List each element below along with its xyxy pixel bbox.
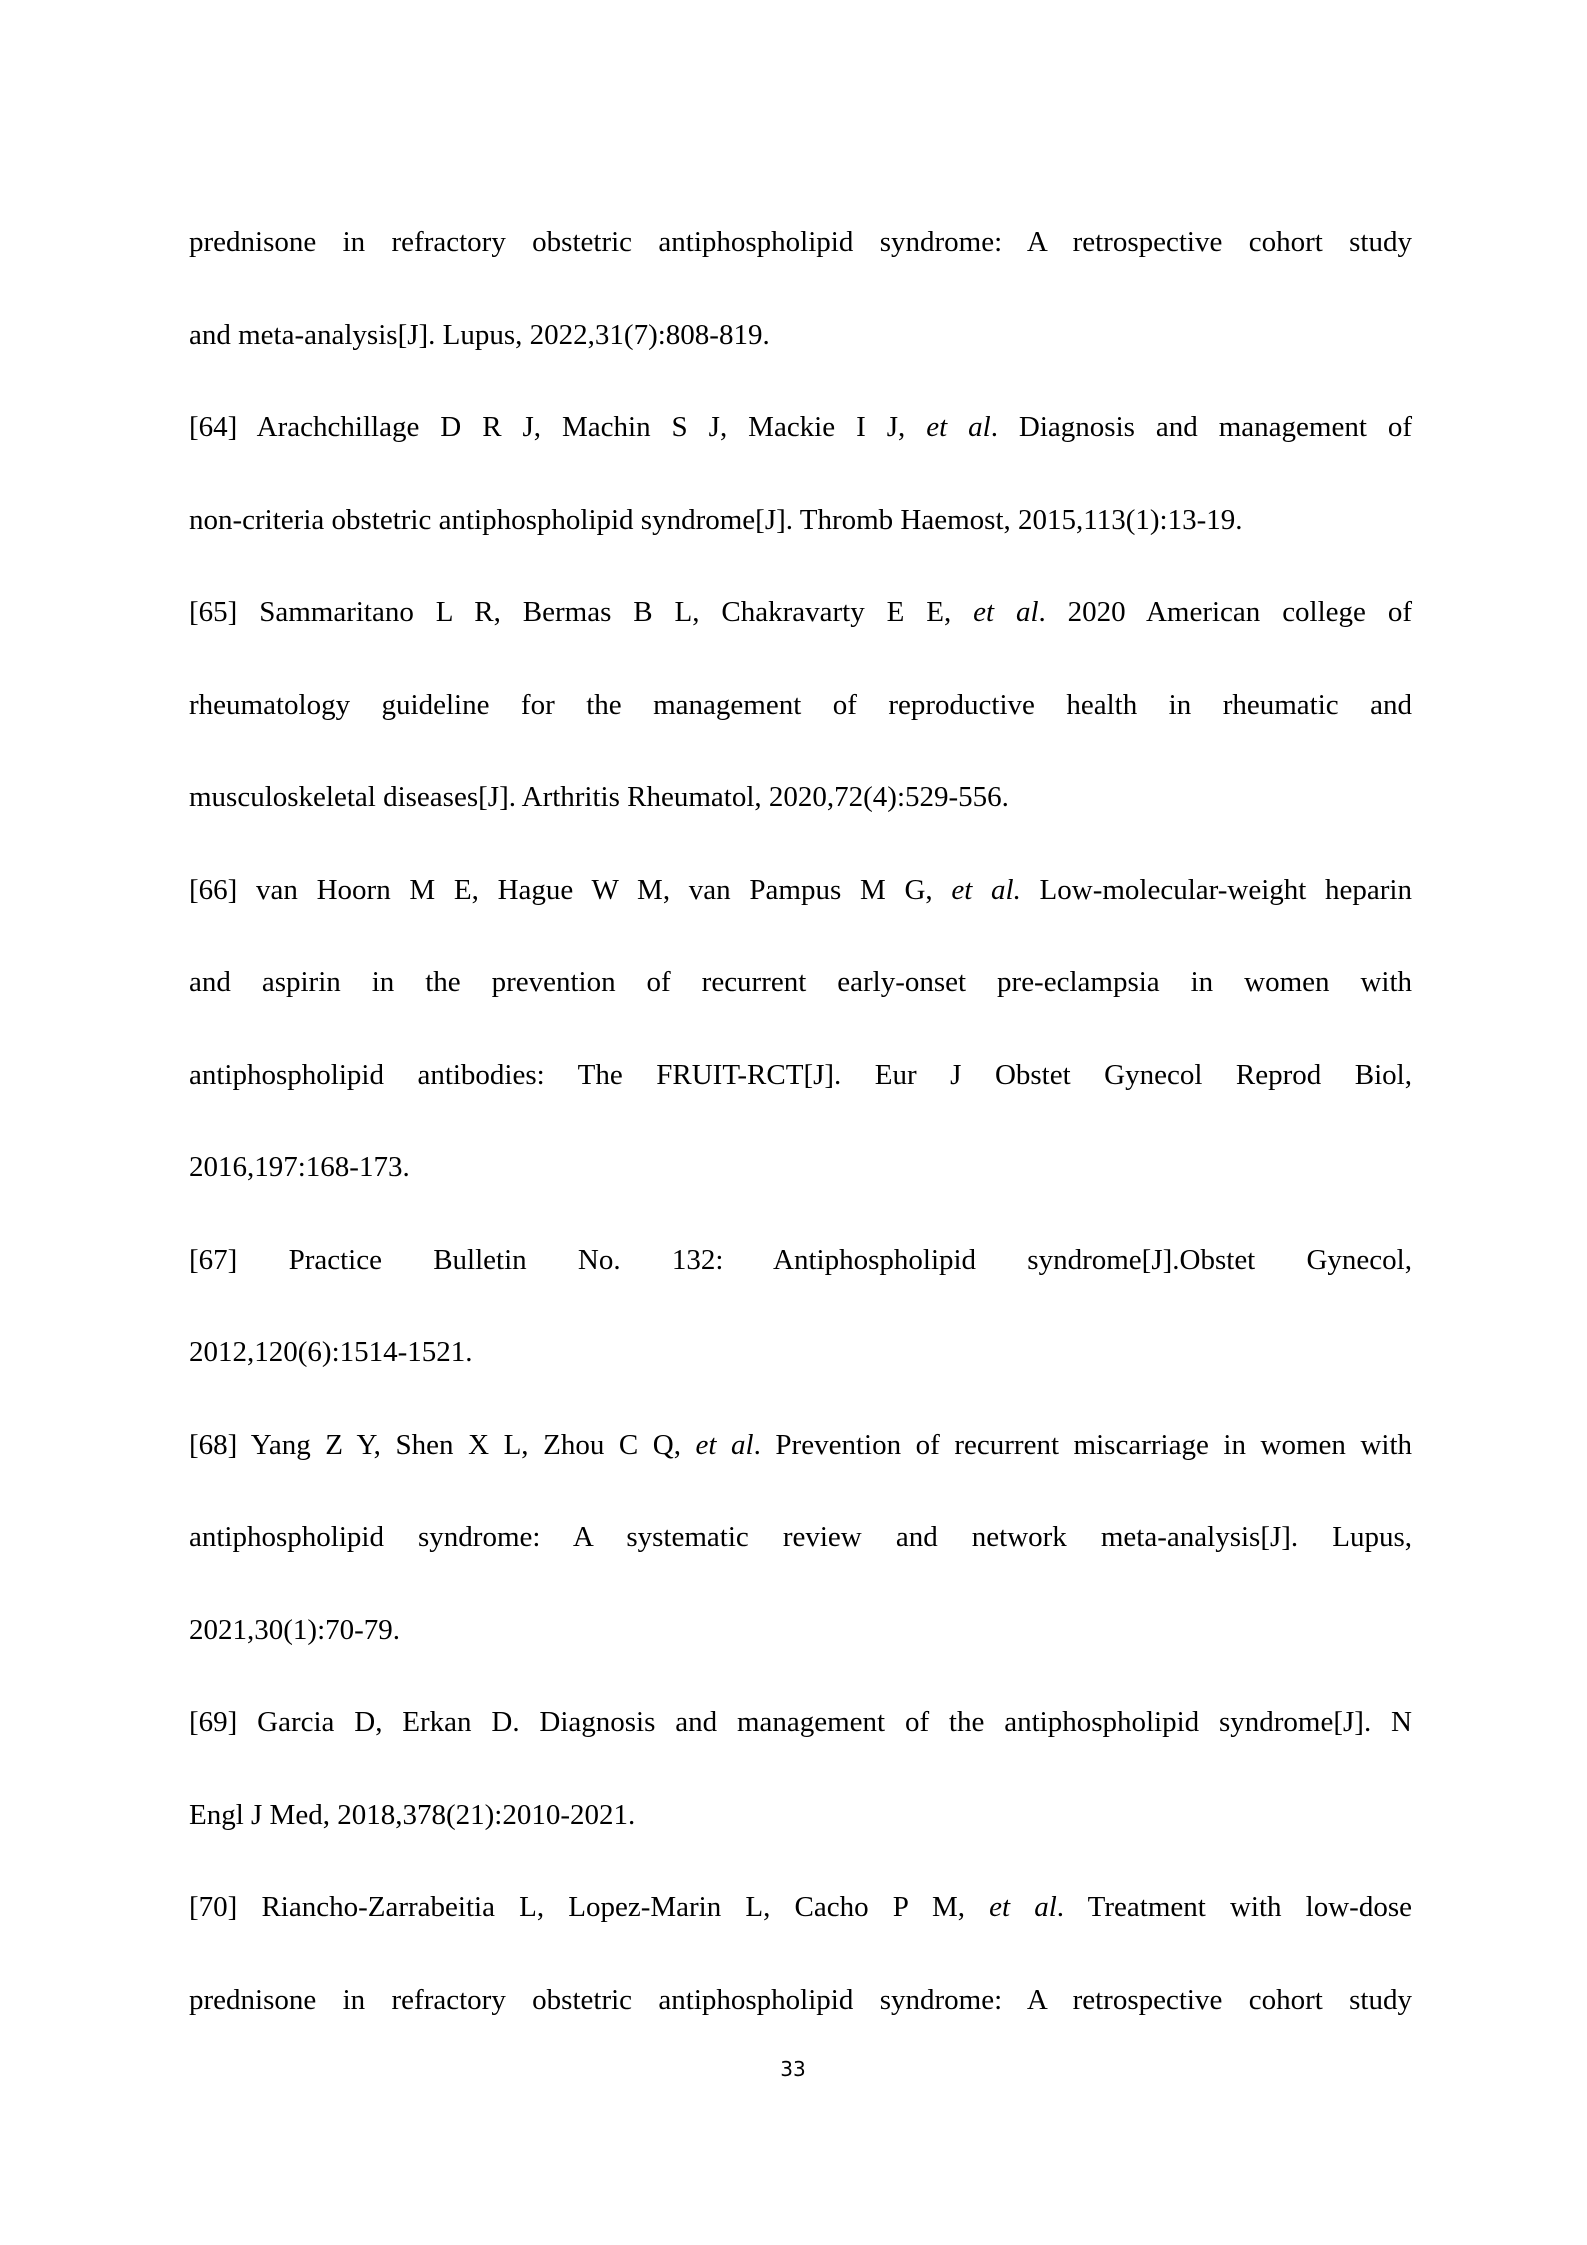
italic-text: et al. (951, 873, 1021, 906)
italic-text: et al (973, 596, 1039, 628)
reference-text: . Diagnosis and management of (990, 411, 1412, 443)
reference-entry (189, 1889, 1412, 2074)
reference-text: 2021,30(1):70-79. (189, 1613, 401, 1646)
reference-line (189, 1334, 1412, 1427)
reference-line (189, 1797, 1412, 1890)
reference-line (189, 1519, 1412, 1612)
reference-text: 2012,120(6):1514-1521. (189, 1336, 473, 1368)
reference-text: and aspirin in the prevention of recurrent early-onset pre-eclampsia in women with (189, 966, 1412, 998)
reference-text: [68] Yang Z Y, Shen X L, Zhou C Q, (189, 1428, 696, 1461)
reference-text: and meta-analysis[J]. Lupus, 2022,31(7):808-819. (189, 318, 770, 351)
italic-text: et al (926, 411, 991, 443)
reference-line (189, 1149, 1412, 1242)
page-number: 33 (780, 2057, 806, 2081)
reference-line (189, 964, 1412, 1057)
reference-text: [65] Sammaritano L R, Bermas B L, Chakravarty E E, (189, 596, 974, 628)
reference-entry (189, 1242, 1412, 1427)
reference-text: Low-molecular-weight heparin (1020, 873, 1412, 906)
reference-text: [70] Riancho-Zarrabeitia L, Lopez-Marin L, Cacho P M, (189, 1891, 990, 1923)
reference-text: [67] Practice Bulletin No. 132: Antiphospholipid syndrome[J].Obstet Gynecol, (189, 1243, 1412, 1276)
reference-line (189, 502, 1412, 595)
italic-text: et al (989, 1891, 1057, 1923)
reference-text: antiphospholipid antibodies: The FRUIT-RCT[J]. Eur J Obstet Gynecol Reprod Biol, (189, 1058, 1412, 1091)
reference-text: antiphospholipid syndrome: A systematic review and network meta-analysis[J]. Lupus, (189, 1521, 1412, 1553)
reference-text: . Prevention of recurrent miscarriage in women with (753, 1428, 1412, 1461)
reference-text: prednisone in refractory obstetric antiphospholipid syndrome: A retrospective cohort study (189, 1983, 1412, 2016)
reference-text: . 2020 American college of (1038, 596, 1412, 628)
reference-entry (189, 224, 1412, 409)
reference-entry (189, 1704, 1412, 1889)
reference-line (189, 872, 1412, 965)
reference-text: 2016,197:168-173. (189, 1151, 410, 1183)
reference-line (189, 1057, 1412, 1150)
reference-line (189, 1427, 1412, 1520)
reference-line (189, 224, 1412, 317)
reference-text: Engl J Med, 2018,378(21):2010-2021. (189, 1798, 636, 1831)
reference-text: rheumatology guideline for the management of reproductive health in rheumatic and (189, 688, 1412, 721)
reference-line (189, 1889, 1412, 1982)
reference-text: [69] Garcia D, Erkan D. Diagnosis and management of the antiphospholipid syndrome[J]. N (189, 1706, 1412, 1738)
reference-text: . Treatment with low-dose (1056, 1891, 1412, 1923)
reference-line (189, 1704, 1412, 1797)
reference-text: [64] Arachchillage D R J, Machin S J, Mackie I J, (189, 411, 927, 443)
reference-line (189, 1612, 1412, 1705)
reference-text: prednisone in refractory obstetric antiphospholipid syndrome: A retrospective cohort study (189, 226, 1412, 258)
reference-line (189, 779, 1412, 872)
reference-line (189, 594, 1412, 687)
reference-text: non-criteria obstetric antiphospholipid syndrome[J]. Thromb Haemost, 2015,113(1):13-19. (189, 503, 1243, 536)
reference-line (189, 409, 1412, 502)
reference-line (189, 317, 1412, 410)
reference-entry (189, 409, 1412, 594)
reference-line (189, 687, 1412, 780)
reference-entry (189, 1427, 1412, 1705)
reference-text: [66] van Hoorn M E, Hague W M, van Pampus M G, (189, 873, 952, 906)
reference-text: musculoskeletal diseases[J]. Arthritis Rheumatol, 2020,72(4):529-556. (189, 781, 1009, 813)
italic-text: et al (695, 1428, 754, 1461)
reference-line (189, 1242, 1412, 1335)
reference-entry (189, 872, 1412, 1242)
reference-entry (189, 594, 1412, 872)
reference-list (189, 224, 1412, 2074)
